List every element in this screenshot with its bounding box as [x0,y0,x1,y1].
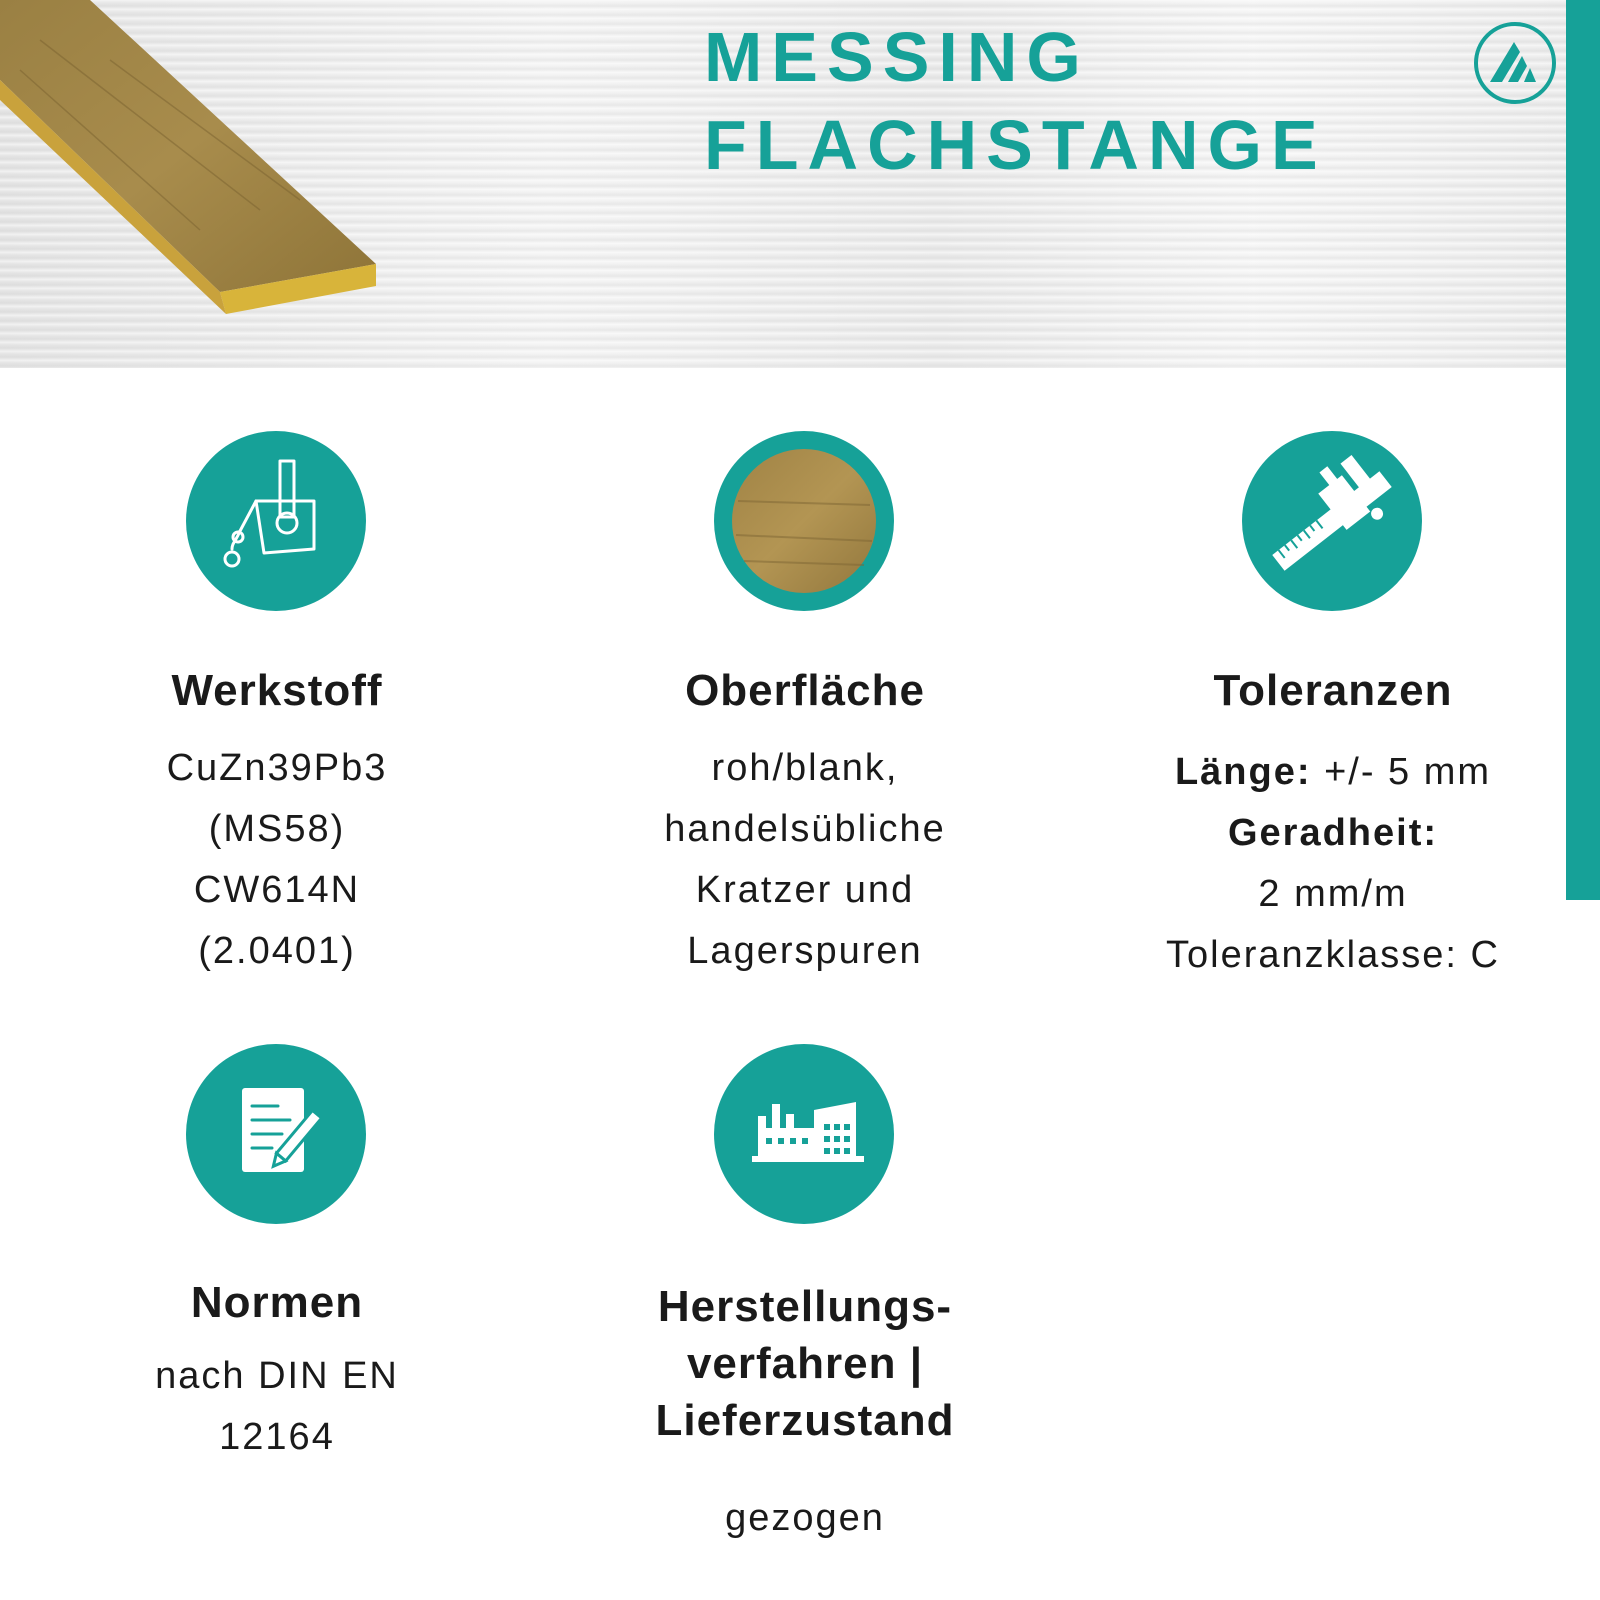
feature-heading-oberflaeche: Oberfläche [685,666,925,715]
feature-text-oberflaeche [570,738,1040,982]
feature-text-normen [42,1346,512,1468]
feature-text-werkstoff [42,738,512,982]
page-title-line1: MESSING [704,18,1090,96]
herstellung-line: gezogen [725,1497,885,1539]
herstellung-heading-line: Herstellungs- [657,1282,953,1331]
normen-line: 12164 [219,1416,335,1458]
oberflaeche-line: Kratzer und [695,869,915,911]
feature-icon-oberflaeche [714,431,894,611]
hero-banner [0,0,1566,368]
page-title-line2: FLACHSTANGE [704,106,1327,184]
werkstoff-line: (MS58) [208,808,346,850]
herstellung-heading-line: verfahren | [686,1339,924,1388]
document-pen-icon [186,1044,366,1224]
brass-flat-bar-image [0,0,400,330]
feature-heading-normen: Normen [190,1278,364,1327]
tolerance-length-label: Länge: [1174,751,1312,793]
accent-side-bar [1566,0,1600,900]
feature-text-toleranzen [1098,742,1568,986]
feature-heading-herstellung [570,1278,1040,1449]
feature-icon-herstellung [714,1044,894,1224]
feature-icon-toleranzen [1242,431,1422,611]
tolerance-length-row [1098,742,1568,803]
feature-text-herstellung [570,1488,1040,1549]
tolerance-length-value: +/- 5 mm [1311,751,1492,793]
werkstoff-line: (2.0401) [198,930,356,972]
werkstoff-line: CuZn39Pb3 [166,747,388,789]
feature-heading-werkstoff: Werkstoff [171,666,383,715]
oberflaeche-line: Lagerspuren [687,930,923,972]
factory-icon [714,1044,894,1224]
brand-logo-icon [1472,20,1558,106]
metal-casting-icon [186,431,366,611]
tolerance-class: Toleranzklasse: C [1166,934,1500,976]
oberflaeche-line: roh/blank, [711,747,899,789]
feature-icon-normen [186,1044,366,1224]
caliper-icon [1242,431,1422,611]
herstellung-heading-line: Lieferzustand [655,1396,955,1445]
tolerance-straightness-value: 2 mm/m [1258,873,1408,915]
tolerance-straightness-label: Geradheit: [1227,812,1439,854]
brass-surface-swatch [714,431,894,611]
werkstoff-line: CW614N [193,869,361,911]
feature-heading-toleranzen: Toleranzen [1213,666,1453,715]
normen-line: nach DIN EN [155,1355,399,1397]
feature-icon-werkstoff [186,431,366,611]
oberflaeche-line: handelsübliche [664,808,946,850]
